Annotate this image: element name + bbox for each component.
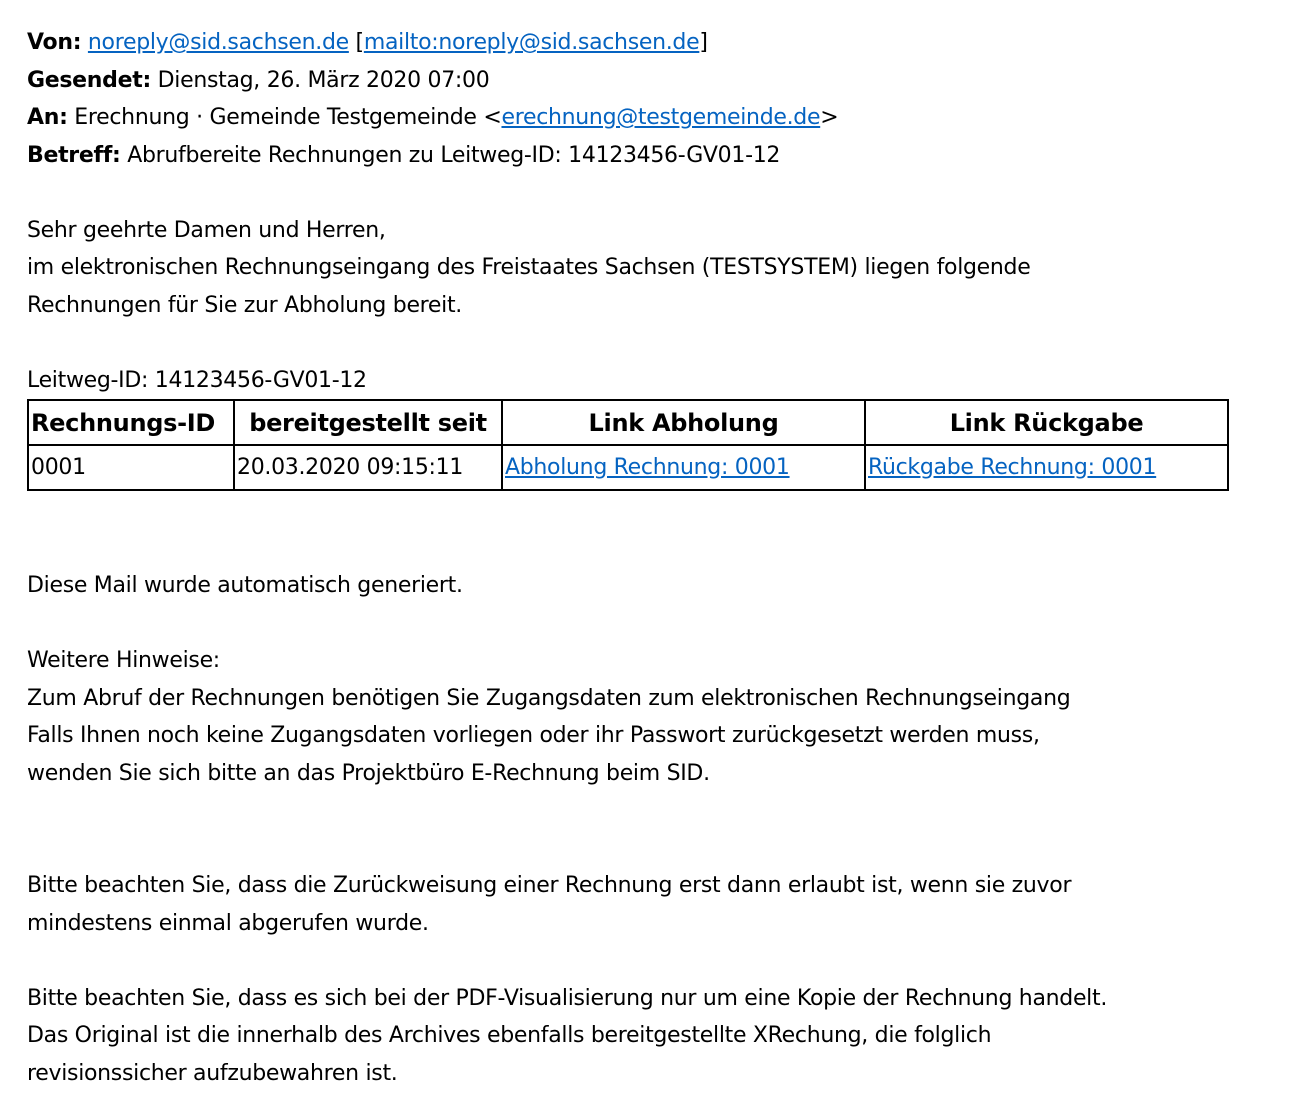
note2-line-3: revisionssicher aufzubewahren ist. [27, 1060, 398, 1086]
note2-line-1: Bitte beachten Sie, dass es sich bei der PDF-Visualisierung nur um eine Kopie der Rechnung handelt. [27, 985, 1108, 1011]
spacer [27, 830, 1277, 868]
to-value: Erechnung · Gemeinde Testgemeinde < [67, 105, 502, 130]
header-link-rueckgabe: Link Rückgabe [865, 400, 1228, 445]
sent-label: Gesendet: [27, 67, 151, 93]
from-label: Von: [27, 30, 82, 55]
return-invoice-link[interactable]: Rückgabe Rechnung: 0001 [868, 454, 1157, 480]
table-row [28, 445, 1228, 490]
auto-note: Diese Mail wurde automatisch generiert. [27, 573, 463, 598]
cell-rechnungs-id: 0001 [28, 445, 234, 490]
subject-value: Abrufbereite Rechnungen zu Leitweg-ID: 14123456-GV01-12 [120, 142, 781, 168]
intro-line-2: Rechnungen für Sie zur Abholung bereit. [27, 292, 463, 318]
table-header-row [28, 400, 1228, 445]
header-bereitgestellt-seit: bereitgestellt seit [234, 400, 502, 445]
to-line [27, 99, 1277, 137]
to-email-link[interactable]: erechnung@testgemeinde.de [501, 105, 821, 130]
header-link-abholung: Link Abholung [502, 400, 865, 445]
invoice-table [27, 399, 1229, 491]
spacer [27, 792, 1277, 830]
spacer [27, 174, 1277, 212]
subject-line [27, 137, 1277, 175]
sent-line [27, 62, 1277, 100]
header-rechnungs-id: Rechnungs-ID [28, 400, 234, 445]
from-line [27, 24, 1277, 62]
hints-line-2: Falls Ihnen noch keine Zugangsdaten vorliegen oder ihr Passwort zurückgesetzt werden muss, [27, 723, 1040, 748]
intro-line-1: im elektronischen Rechnungseingang des Freistaates Sachsen (TESTSYSTEM) liegen folgende [27, 255, 1031, 280]
from-mailto-link[interactable]: mailto:noreply@sid.sachsen.de [363, 30, 700, 55]
note1-line-1: Bitte beachten Sie, dass die Zurückweisung einer Rechnung erst dann erlaubt ist, wenn sie zuvor [27, 873, 1072, 898]
greeting: Sehr geehrte Damen und Herren, [27, 217, 386, 243]
note1-line-2: mindestens einmal abgerufen wurde. [27, 910, 429, 936]
email-document [27, 24, 1277, 1092]
from-bracket-open: [ [348, 30, 364, 55]
spacer [27, 324, 1277, 362]
spacer [27, 942, 1277, 980]
from-bracket-close: ] [699, 30, 708, 55]
cell-link-rueckgabe [865, 445, 1228, 490]
subject-label: Betreff: [27, 142, 121, 168]
from-email-link[interactable]: noreply@sid.sachsen.de [87, 30, 349, 55]
sent-value: Dienstag, 26. März 2020 07:00 [150, 67, 490, 93]
hints-heading: Weitere Hinweise: [27, 648, 220, 673]
cell-link-abholung [502, 445, 865, 490]
cell-bereitgestellt-seit: 20.03.2020 09:15:11 [234, 445, 502, 490]
to-label: An: [27, 105, 68, 130]
hints-line-3: wenden Sie sich bitte an das Projektbüro E-Rechnung beim SID. [27, 760, 710, 786]
note2-line-2: Das Original ist die innerhalb des Archives ebenfalls bereitgestellte XRechung, die folglich [27, 1023, 992, 1048]
leitweg-id: Leitweg-ID: 14123456-GV01-12 [27, 367, 367, 393]
spacer [27, 491, 1277, 567]
hints-line-1: Zum Abruf der Rechnungen benötigen Sie Zugangsdaten zum elektronischen Rechnungseingang [27, 685, 1071, 711]
pickup-invoice-link[interactable]: Abholung Rechnung: 0001 [505, 454, 790, 480]
to-close: > [820, 105, 839, 130]
spacer [27, 605, 1277, 643]
